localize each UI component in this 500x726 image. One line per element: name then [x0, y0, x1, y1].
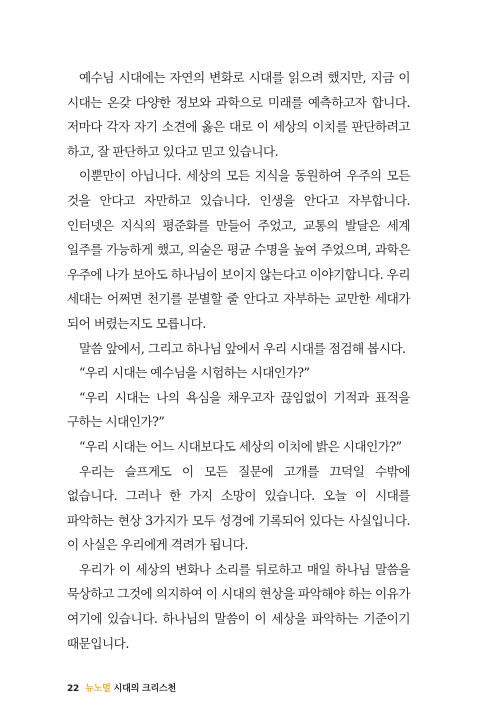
paragraph: “우리 시대는 어느 시대보다도 세상의 이치에 밝은 시대인가?” — [79, 438, 402, 454]
paragraph: 예수님 시대에는 자연의 변화로 시대를 읽으려 했지만, 지금 이 시대는 온갖 다양한 정보와 과학으로 미래를 예측하고자 합니다. 저마다 각자 자기 소견에 옳은 대로 이 세상의 이치를 판단하려고 하고, 잘 판단하고 있다고 믿고 있습니다. — [67, 70, 410, 159]
paragraph: 이뿐만이 아닙니다. 세상의 모든 지식을 동원하여 우주의 모든 것을 안다고 자만하고 있습니다. 인생을 안다고 자부합니다. 인터넷은 지식의 평준화를 만들어 주었고, 교통의 발달은 세계 일주를 가능하게 했고, 의술은 평균 수명을 높여 주었으며, 과학은 우주에 나가 보아도 하나님이 보이지 않는다고 이야기합니다. 우리 세대는 어쩌면 천기를 분별할 줄 안다고 자부하는 교만한 세대가 되어 버렸는지도 모릅니다. — [67, 168, 410, 331]
paragraph: 말씀 앞에서, 그리고 하나님 앞에서 우리 시대를 점검해 봅시다. — [79, 340, 406, 356]
page-footer — [67, 681, 176, 695]
paragraph: “우리 시대는 예수님을 시험하는 시대인가?” — [79, 365, 310, 381]
page-number: 22 — [67, 684, 80, 694]
book-brand: 뉴노멀 — [85, 684, 111, 694]
body-text — [67, 66, 410, 656]
paragraph: “우리 시대는 나의 욕심을 채우고자 끊임없이 기적과 표적을 구하는 시대인가?” — [67, 389, 410, 430]
paragraph: 우리는 슬프게도 이 모든 질문에 고개를 끄덕일 수밖에 없습니다. 그러나 한 가지 소망이 있습니다. 오늘 이 시대를 파악하는 현상 3가지가 모두 성경에 기록되어 있다는 사실입니다. 이 사실은 우리에게 격려가 됩니다. — [67, 463, 410, 553]
book-title: 시대의 크리스천 — [113, 684, 177, 694]
paragraph: 우리가 이 세상의 변화나 소리를 뒤로하고 매일 하나님 말씀을 묵상하고 그것에 의지하여 이 시대의 현상을 파악해야 하는 이유가 여기에 있습니다. 하나님의 말씀이 이 세상을 파악하는 기준이기 때문입니다. — [67, 561, 410, 651]
